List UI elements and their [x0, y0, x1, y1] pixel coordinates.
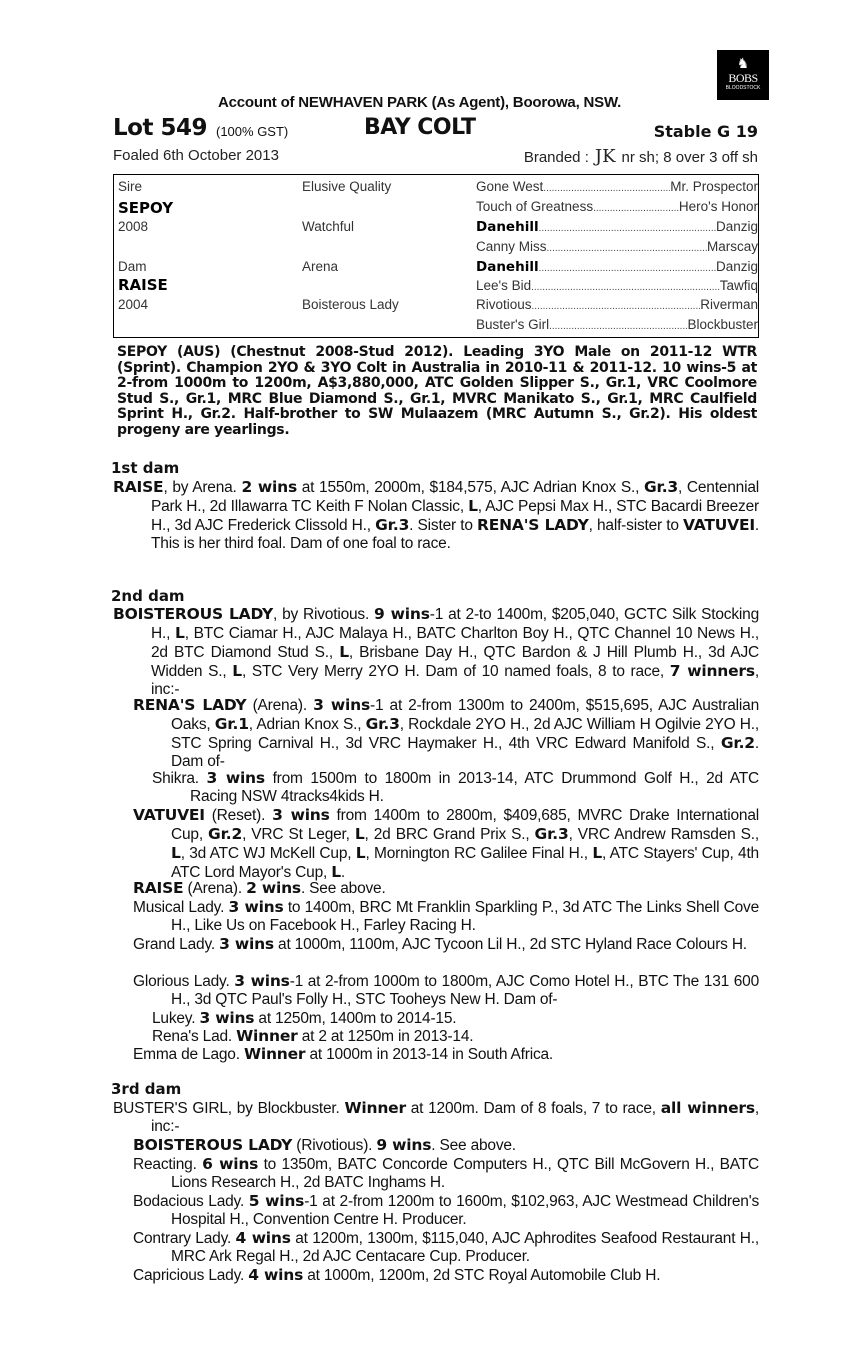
progeny-entry: Lukey. 3 wins at 1250m, 1400m to 2014-15. [152, 1009, 457, 1027]
ancestor-row: Touch of Greatness ..... Hero's Honor [476, 199, 758, 214]
progeny-entry: BOISTEROUS LADY (Rivotious). 9 wins. See above. [133, 1136, 516, 1154]
ancestor-row: Buster's Girl ..... Blockbuster [476, 317, 758, 332]
branded-line: Branded : JK nr sh; 8 over 3 off sh [523, 146, 758, 167]
dam-sire: Arena [302, 259, 339, 274]
sire-year: 2008 [118, 219, 149, 234]
ancestor-row: Lee's Bid ..... Tawfiq [476, 278, 758, 293]
stable-location: Stable G 19 [653, 122, 758, 141]
third-dam-paragraph: BUSTER'S GIRL, by Blockbuster. Winner at 1200m. Dam of 8 foals, 7 to race, all winners, inc:- [113, 1099, 760, 1135]
progeny-entry: Rena's Lad. Winner at 2 at 1250m in 2013-14. [152, 1027, 474, 1045]
first-dam-paragraph: RAISE, by Arena. 2 wins at 1550m, 2000m, $184,575, AJC Adrian Knox S., Gr.3, Centennial Park H., 2d Illawarra TC Keith F Nolan Classic, L, AJC Pepsi Max H., STC Bacardi Breezer H., 3d AJC Frederick Clissold H., Gr.3. Sister to RENA'S LADY, half-sister to VATUVEI. This is her third foal. Dam of one foal to race. [113, 478, 760, 552]
sire-name: SEPOY [118, 199, 174, 217]
bobs-logo [717, 50, 769, 100]
ancestor-row: Canny Miss ..... Marscay [476, 239, 758, 254]
ancestor-row: Danehill ..... Danzig [476, 219, 758, 235]
second-dam-paragraph: BOISTEROUS LADY, by Rivotious. 9 wins-1 at 2-to 1400m, $205,040, GCTC Silk Stocking H., L, BTC Ciamar H., AJC Malaya H., BATC Charlton Boy H., QTC Channel 10 News H., 2d BTC Diamond Stud S., L, Brisbane Day H., QTC Bardon & J Hill Plumb H., 3d AJC Widden S., L, STC Very Merry 2YO H. Dam of 10 named foals, 8 to race, 7 winners, inc:- [113, 605, 760, 698]
progeny-entry: Musical Lady. 3 wins to 1400m, BRC Mt Franklin Sparkling P., 3d ATC The Links Shell Cove H., Like Us on Facebook H., Farley Racing H. [133, 898, 760, 934]
account-line: Account of NEWHAVEN PARK (As Agent), Boorowa, NSW. [218, 94, 622, 111]
sire-dam: Watchful [302, 219, 355, 234]
progeny-entry: Shikra. 3 wins from 1500m to 1800m in 2013-14, ATC Drummond Golf H., 2d ATC Racing NSW 4tracks4kids H. [152, 769, 759, 805]
sire-sire: Elusive Quality [302, 179, 392, 194]
pedigree-table [113, 174, 759, 338]
foaled-date: Foaled 6th October 2013 [113, 147, 279, 164]
logo-sub: BLOODSTOCK [725, 85, 761, 91]
first-dam-heading: 1st dam [111, 459, 180, 477]
sire-label: Sire [118, 179, 143, 194]
dam-name: RAISE [118, 276, 168, 294]
progeny-entry: RENA'S LADY (Arena). 3 wins-1 at 2-from 1300m to 2400m, $515,695, AJC Australian Oaks, Gr.1, Adrian Knox S., Gr.3, Rockdale 2YO H., 2d AJC William H Ogilvie 2YO H., STC Spring Carnival H., 3d VRC Haymaker H., 4th VRC Edward Manifold S., Gr.2. Dam of- [133, 696, 760, 770]
dam-label: Dam [118, 259, 147, 274]
dam-dam: Boisterous Lady [302, 297, 399, 312]
ancestor-row: Rivotious ..... Riverman [476, 297, 758, 312]
progeny-entry: Bodacious Lady. 5 wins-1 at 2-from 1200m to 1600m, $102,963, AJC Westmead Children's Hospital H., Convention Centre H. Producer. [133, 1192, 759, 1228]
progeny-entry: Reacting. 6 wins to 1350m, BATC Concorde Computers H., QTC Bill McGovern H., BATC Lions Research H., 2d BATC Inghams H. [133, 1155, 759, 1191]
horse-icon: ♞ [736, 55, 750, 71]
logo-brand: BOBS [728, 71, 758, 85]
sire-summary: SEPOY (AUS) (Chestnut 2008-Stud 2012). Leading 3YO Male on 2011-12 WTR (Sprint). Champion 2YO & 3YO Colt in Australia in 2010-11 & 2011-12. 10 wins-5 at 2-from 1000m to 1200m, A$3,880,000, ATC Golden Slipper S., Gr.1, VRC Coolmore Stud S., Gr.1, MRC Blue Diamond S., Gr.1, MVRC Manikato S., Gr.1, MRC Caulfield Sprint H., Gr.2. Half-brother to SW Mulaazem (MRC Autumn S., Gr.2). His oldest progeny are yearlings. [117, 344, 757, 438]
progeny-entry: VATUVEI (Reset). 3 wins from 1400m to 2800m, $409,685, MVRC Drake International Cup, Gr.2, VRC St Leger, L, 2d BRC Grand Prix S., Gr.3, VRC Andrew Ramsden S., L, 3d ATC WJ McKell Cup, L, Mornington RC Galilee Final H., L, ATC Stayers' Cup, 4th ATC Lord Mayor's Cup, L. [133, 806, 760, 881]
dam-year: 2004 [118, 297, 149, 312]
ancestor-row: Danehill ..... Danzig [476, 259, 758, 275]
ancestor-row: Gone West ..... Mr. Prospector [476, 179, 758, 194]
lot-title: BAY COLT [364, 115, 476, 140]
lot-number: Lot 549 [113, 115, 207, 141]
second-dam-heading: 2nd dam [111, 587, 185, 605]
progeny-entry: Grand Lady. 3 wins at 1000m, 1100m, AJC Tycoon Lil H., 2d STC Hyland Race Colours H. [133, 935, 747, 953]
progeny-entry: Emma de Lago. Winner at 1000m in 2013-14 in South Africa. [133, 1045, 554, 1063]
brand-mark-icon: JK [594, 146, 616, 167]
progeny-entry: Glorious Lady. 3 wins-1 at 2-from 1000m to 1800m, AJC Como Hotel H., BTC The 131 600 H., 3d QTC Paul's Folly H., STC Tooheys New H. Dam of- [133, 972, 759, 1008]
progeny-entry: Capricious Lady. 4 wins at 1000m, 1200m, 2d STC Royal Automobile Club H. [133, 1266, 661, 1284]
gst-note: (100% GST) [216, 124, 289, 139]
progeny-entry: RAISE (Arena). 2 wins. See above. [133, 879, 386, 897]
third-dam-heading: 3rd dam [111, 1080, 182, 1098]
progeny-entry: Contrary Lady. 4 wins at 1200m, 1300m, $115,040, AJC Aphrodites Seafood Restaurant H., MRC Ark Regal H., 2d AJC Centacare Cup. Producer. [133, 1229, 760, 1265]
